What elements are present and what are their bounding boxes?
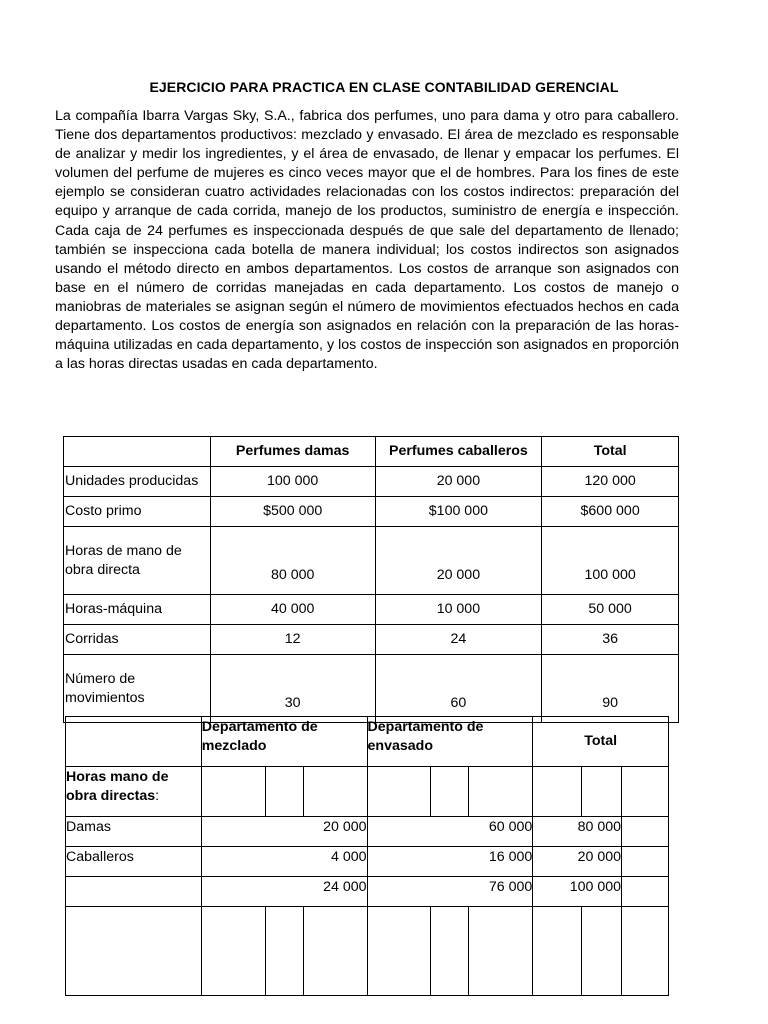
table-cell — [367, 907, 431, 996]
table-cell: 24 — [375, 625, 542, 655]
department-hours-table — [65, 716, 669, 996]
table-cell: 100 000 — [533, 877, 622, 907]
table-cell — [265, 907, 303, 996]
table-cell: 76 000 — [367, 877, 533, 907]
table-cell — [622, 817, 669, 847]
row-label: Caballeros — [66, 847, 202, 877]
table-cell: 24 000 — [201, 877, 367, 907]
table-cell — [367, 767, 431, 817]
table-row — [64, 655, 679, 723]
table-cell — [582, 907, 622, 996]
table-cell: 120 000 — [542, 467, 679, 497]
table-cell — [622, 907, 669, 996]
table-cell: 100 000 — [542, 527, 679, 595]
section-label-colon: : — [155, 788, 160, 804]
table-cell: 100 000 — [210, 467, 375, 497]
section-label — [66, 767, 202, 817]
row-label — [66, 877, 202, 907]
table-cell — [201, 767, 265, 817]
table-cell — [201, 907, 265, 996]
table-cell: 20 000 — [375, 527, 542, 595]
table-cell: 90 — [542, 655, 679, 723]
table-cell: 40 000 — [210, 595, 375, 625]
row-label: Costo primo — [64, 497, 211, 527]
body-paragraph: La compañía Ibarra Vargas Sky, S.A., fabrica dos perfumes, uno para dama y otro para caballero. Tiene dos departamentos productivos: mezclado y envasado. El área de mezclado es responsable de analizar y medir los ingredientes, y el área de envasado, de llenar y empacar los perfumes. El volumen del perfume de mujeres es cinco veces mayor que el de hombres. Para los fines de este ejemplo se consideran cuatro actividades relacionadas con los costos indirectos: preparación del equipo y arranque de cada corrida, manejo de los productos, suministro de energía e inspección. Cada caja de 24 perfumes es inspeccionada después de que sale del departamento de llenado; también se inspecciona cada botella de manera individual; los costos indirectos son asignados usando el método directo en ambos departamentos. Los costos de arranque son asignados con base en el número de corridas manejadas en cada departamento. Los costos de manejo o maniobras de materiales se asignan según el número de movimientos efectuados hechos en cada departamento. Los costos de energía son asignados en relación con la preparación de las horas-máquina utilizadas en cada departamento, y los costos de inspección son asignados en proporción a las horas directas usadas en cada departamento. — [55, 108, 679, 373]
table-cell — [533, 907, 582, 996]
table-cell: 4 000 — [201, 847, 367, 877]
row-label: Número de movimientos — [64, 655, 211, 723]
table-cell — [622, 847, 669, 877]
section-label-text: Horas mano de obra directas — [66, 769, 169, 804]
table-cell — [469, 767, 533, 817]
table-cell — [622, 767, 669, 817]
table-cell — [303, 767, 367, 817]
table-row — [66, 767, 669, 817]
table-header-cell: Total — [542, 437, 679, 467]
table-cell: 50 000 — [542, 595, 679, 625]
table-row — [66, 877, 669, 907]
table-cell: $500 000 — [210, 497, 375, 527]
table-header-cell — [64, 437, 211, 467]
row-label: Horas de mano de obra directa — [64, 527, 211, 595]
row-label: Damas — [66, 817, 202, 847]
table-cell: 60 — [375, 655, 542, 723]
table-cell: 12 — [210, 625, 375, 655]
table-cell: 20 000 — [201, 817, 367, 847]
table-header-cell: Perfumes caballeros — [375, 437, 542, 467]
table-cell — [622, 877, 669, 907]
table-cell: 60 000 — [367, 817, 533, 847]
table-cell — [469, 907, 533, 996]
table-cell — [303, 907, 367, 996]
table-cell: 30 — [210, 655, 375, 723]
table-header-cell: Departamento de envasado — [367, 717, 533, 767]
table-row — [64, 467, 679, 497]
table-row — [66, 817, 669, 847]
table-cell: $100 000 — [375, 497, 542, 527]
table-row — [64, 527, 679, 595]
table-cell — [582, 767, 622, 817]
table-row — [64, 497, 679, 527]
table-cell — [533, 767, 582, 817]
table-cell: 20 000 — [533, 847, 622, 877]
table-header-row — [66, 717, 669, 767]
table-header-cell — [66, 717, 202, 767]
table-cell — [431, 767, 469, 817]
row-label: Corridas — [64, 625, 211, 655]
table-cell — [66, 907, 202, 996]
table-cell: 80 000 — [210, 527, 375, 595]
table-cell — [265, 767, 303, 817]
table-cell: 20 000 — [375, 467, 542, 497]
page-title: EJERCICIO PARA PRACTICA EN CLASE CONTABILIDAD GERENCIAL — [149, 79, 619, 95]
row-label: Horas-máquina — [64, 595, 211, 625]
table-cell — [431, 907, 469, 996]
table-cell: 36 — [542, 625, 679, 655]
table-row — [64, 625, 679, 655]
table-header-cell: Total — [533, 717, 669, 767]
table-row — [66, 847, 669, 877]
table-header-cell: Departamento de mezclado — [201, 717, 367, 767]
table-row — [64, 595, 679, 625]
table-cell: 10 000 — [375, 595, 542, 625]
table-cell: $600 000 — [542, 497, 679, 527]
product-data-table — [63, 436, 679, 723]
row-label: Unidades producidas — [64, 467, 211, 497]
table-header-cell: Perfumes damas — [210, 437, 375, 467]
table-cell: 16 000 — [367, 847, 533, 877]
table-cell: 80 000 — [533, 817, 622, 847]
table-row — [66, 907, 669, 996]
table-header-row — [64, 437, 679, 467]
